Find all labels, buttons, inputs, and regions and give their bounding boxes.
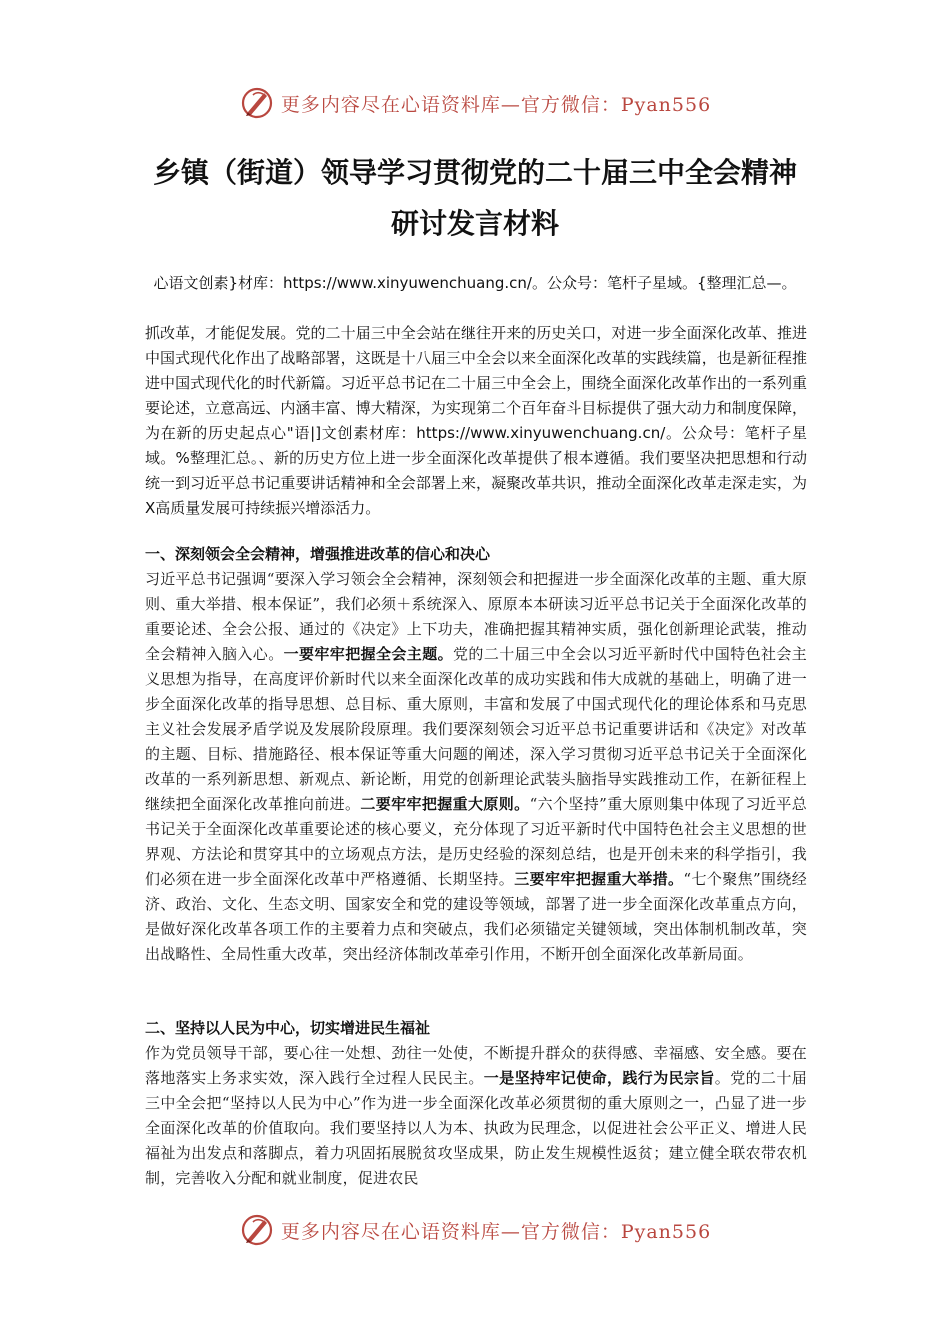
s1-bold-3: 三要牢牢把握重大举措。 <box>514 870 684 888</box>
s2-text-1: 作为党员领导干部，要心往一处想、劲往一处使，不断提升群众的获得感、幸福感、安全感。要在落地落实上务求实效，深入践行全过程人民民主。 <box>145 1044 807 1087</box>
section-1-heading: 一、深刻领会全会精神，增强推进改革的信心和决心 <box>145 545 491 563</box>
s1-bold-1: 一要牢牢把握全会主题。 <box>283 645 454 663</box>
pen-logo-icon <box>239 1212 275 1248</box>
s1-bold-2: 二要牢牢把握重大原则。 <box>360 795 530 813</box>
s2-text-2: 。党的二十届三中全会把“坚持以人民为中心”作为进一步全面深化改革必须贯彻的重大原则之一，凸显了进一步全面深化改革的价值取向。我们要坚持以人为本、执政为民理念，以促进社会公平正义、增进人民福祉为出发点和落脚点，着力巩固拓展脱贫攻坚成果，防止发生规模性返贫；建立健全联农带农机制，完善收入分配和就业制度，促进农民 <box>145 1069 807 1187</box>
s1-text-4: “七个聚焦”围绕经济、政治、文化、生态文明、国家安全和党的建设等领域，部署了进一步全面深化改革重点方向，是做好深化改革各项工作的主要着力点和突破点，我们必须锚定关键领域，突出体制机制改革，突出战略性、全局性重大改革，突出经济体制改革牵引作用，不断开创全面深化改革新局面。 <box>145 870 808 963</box>
s1-text-3: “六个坚持”重大原则集中体现了习近平总书记关于全面深化改革重要论述的核心要义，充分体现了习近平新时代中国特色社会主义思想的世界观、方法论和贯穿其中的立场观点方法，是历史经验的深刻总结，也是开创未来的科学指引，我们必须在进一步全面深化改革中严格遵循、长期坚持。 <box>145 795 808 888</box>
section-1-body <box>145 567 807 967</box>
page-title <box>100 147 850 249</box>
section-2-body <box>145 1041 807 1191</box>
intro-paragraph: 抓改革，才能促发展。党的二十届三中全会站在继往开来的历史关口，对进一步全面深化改革、推进中国式现代化作出了战略部署，这既是十八届三中全会以来全面深化改革的实践续篇，也是新征程推进中国式现代化的时代新篇。习近平总书记在二十届三中全会上，围绕全面深化改革作出的一系列重要论述，立意高远、内涵丰富、博大精深，为实现第二个百年奋斗目标提供了强大动力和制度保障，为在新的历史起点心"语|]文创素材库：https://www.xinyuwenchuang.cn/。公众号：笔杆子星域。%整理汇总。、新的历史方位上进一步全面深化改革提供了根本遵循。我们要坚决把思想和行动统一到习近平总书记重要讲话精神和全会部署上来，凝聚改革共识，推动全面深化改革走深走实，为X高质量发展可持续振兴增添活力。 <box>145 324 807 517</box>
title-line-1: 乡镇（街道）领导学习贯彻党的二十届三中全会精神 <box>152 156 797 189</box>
header-watermark-text: 更多内容尽在心语资料库—官方微信：Pyan556 <box>280 93 712 116</box>
s1-text-1: 习近平总书记强调“要深入学习领会全会精神，深刻领会和把握进一步全面深化改革的主题、重大原则、重大举措、根本保证”，我们必须＋系统深入、原原本本研读习近平总书记关于全面深化改革的重要论述、全会公报、通过的《决定》上下功夫，准确把握其精神实质，强化创新理论武装，推动全会精神入脑入心。 <box>145 570 807 663</box>
s2-bold-1: 一是坚持牢记使命，践行为民宗旨 <box>483 1069 715 1087</box>
header-watermark-banner <box>0 81 950 125</box>
s1-text-2: 党的二十届三中全会以习近平新时代中国特色社会主义思想为指导，在高度评价新时代以来全面深化改革的成功实践和伟大成就的基础上，明确了进一步全面深化改革的指导思想、总目标、重大原则，丰富和发展了中国式现代化的理论体系和马克思主义社会发展矛盾学说及发展阶段原理。我们要深刻领会习近平总书记重要讲话和《决定》对改革的主题、目标、措施路径、根本保证等重大问题的阐述，深入学习贯彻习近平总书记关于全面深化改革的一系列新思想、新观点、新论断，用党的创新理论武装头脑指导实践推动工作，在新征程上继续把全面深化改革推向前进。 <box>145 645 808 813</box>
footer-watermark-text: 更多内容尽在心语资料库—官方微信：Pyan556 <box>280 1220 712 1243</box>
pen-logo-icon <box>239 85 275 121</box>
section-2-heading: 二、坚持以人民为中心，切实增进民生福祉 <box>145 1019 431 1037</box>
title-line-2: 研讨发言材料 <box>390 207 559 240</box>
source-line: 心语文创素}材库：https://www.xinyuwenchuang.cn/。公众号：笔杆子星域。{整理汇总—。 <box>153 274 797 292</box>
section-1 <box>145 542 807 967</box>
section-2 <box>145 1016 807 1191</box>
footer-watermark-banner <box>0 1208 950 1252</box>
